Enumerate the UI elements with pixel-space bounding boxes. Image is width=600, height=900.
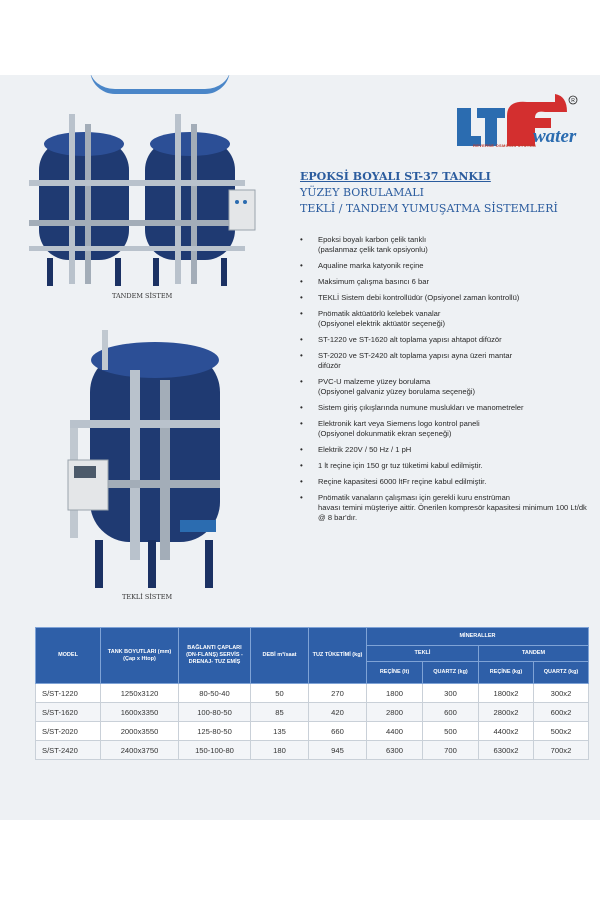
feature-line: Elektrik 220V / 50 Hz / 1 pH: [318, 445, 412, 454]
feature-item: [298, 293, 590, 303]
feature-item: [298, 335, 590, 345]
feature-list: [298, 235, 590, 529]
cell-conn: 80-50-40: [179, 684, 251, 703]
header-resin-single: REÇİNE (lt): [367, 662, 423, 684]
table-row: [36, 741, 589, 760]
header-quartz-single: QUARTZ (kg): [423, 662, 479, 684]
feature-line: ST-2020 ve ST-2420 alt toplama yapısı ayna üzeri mantar: [318, 351, 513, 360]
header-resin-tandem: REÇİNE (kg): [479, 662, 534, 684]
cell-tank: 2400x3750: [101, 741, 179, 760]
cell-flow: 180: [251, 741, 309, 760]
feature-item: [298, 419, 590, 439]
product-title: [300, 169, 590, 217]
header-model: MODEL: [36, 628, 101, 684]
table-row: [36, 703, 589, 722]
title-line-3: TEKLİ / TANDEM YUMUŞATMA SİSTEMLERİ: [300, 202, 558, 215]
header-minerals: MİNERALLER: [367, 628, 589, 646]
cell-model: S/ST-1620: [36, 703, 101, 722]
cell-quartz: 300: [423, 684, 479, 703]
cell-salt: 945: [309, 741, 367, 760]
cell-model: S/ST-2020: [36, 722, 101, 741]
logo-text: water: [533, 126, 577, 147]
feature-line: Aqualine marka katyonik reçine: [318, 261, 424, 270]
cell-salt: 420: [309, 703, 367, 722]
feature-line: ST-1220 ve ST-1620 alt toplama yapısı ahtapot difüzör: [318, 335, 502, 344]
decorative-swoosh: [90, 75, 230, 94]
header-tank: TANK BOYUTLARI (mm) (Çap x Htop): [101, 628, 179, 684]
cell-conn: 125-80-50: [179, 722, 251, 741]
feature-subline: (Opsiyonel galvaniz yüzey borulama seçeneği): [318, 387, 476, 396]
feature-subline: (Opsiyonel dokunmatik ekran seçeneği): [318, 429, 452, 438]
feature-item: [298, 493, 590, 523]
feature-subline: (paslanmaz çelik tank opsiyonlu): [318, 245, 428, 254]
cell-quartz_t: 700x2: [534, 741, 589, 760]
cell-quartz_t: 600x2: [534, 703, 589, 722]
cell-tank: 1600x3350: [101, 703, 179, 722]
feature-item: [298, 377, 590, 397]
cell-tank: 1250x3120: [101, 684, 179, 703]
header-quartz-tandem: QUARTZ (kg): [534, 662, 589, 684]
cell-quartz: 700: [423, 741, 479, 760]
feature-line: PVC-U malzeme yüzey borulama: [318, 377, 431, 386]
feature-line: Epoksi boyalı karbon çelik tanklı: [318, 235, 427, 244]
feature-item: [298, 235, 590, 255]
feature-line: Maksimum çalışma basıncı 6 bar: [318, 277, 429, 286]
table-row: [36, 722, 589, 741]
header-single: TEKLİ: [367, 646, 479, 662]
brochure-page: [0, 75, 600, 820]
feature-line: Reçine kapasitesi 6000 ltFr reçine kabul edilmiştir.: [318, 477, 487, 486]
feature-item: [298, 461, 590, 471]
spec-table: [35, 627, 589, 760]
registered-mark: R: [571, 98, 575, 104]
cell-quartz: 600: [423, 703, 479, 722]
header-flow: DEBİ m³/saat: [251, 628, 309, 684]
tandem-caption: TANDEM SİSTEM: [112, 292, 173, 300]
tandem-system-image: [25, 110, 265, 290]
feature-item: [298, 309, 590, 329]
feature-line: TEKLİ Sistem debi kontrollüdür (Opsiyonel zaman kontrollü): [318, 293, 520, 302]
feature-line: Elektronik kart veya Siemens logo kontrol paneli: [318, 419, 480, 428]
feature-subline: difüzör: [318, 361, 341, 370]
cell-resin: 4400: [367, 722, 423, 741]
cell-resin_t: 6300x2: [479, 741, 534, 760]
feature-subline: havası temini müşteriye aittir. Önerilen kompresör kapasitesi minimum 100 Lt/dk @ 8 bar'dır.: [318, 503, 587, 522]
cell-conn: 100-80-50: [179, 703, 251, 722]
feature-line: Pnömatik vanaların çalışması için gerekli kuru enstrüman: [318, 493, 511, 502]
cell-resin: 1800: [367, 684, 423, 703]
ltf-water-logo: [455, 90, 585, 160]
cell-flow: 135: [251, 722, 309, 741]
cell-resin_t: 4400x2: [479, 722, 534, 741]
cell-resin_t: 1800x2: [479, 684, 534, 703]
feature-line: Pnömatik aktüatörlü kelebek vanalar: [318, 309, 441, 318]
feature-line: Sistem giriş çıkışlarında numune muslukları ve manometreler: [318, 403, 524, 412]
cell-tank: 2000x3550: [101, 722, 179, 741]
header-salt: TUZ TÜKETİMİ (kg): [309, 628, 367, 684]
header-connection: BAĞLANTI ÇAPLARI (DN-FLANŞ) SERVİS - DRENAJ- TUZ EMİŞ: [179, 628, 251, 684]
feature-item: [298, 277, 590, 287]
feature-subline: (Opsiyonel elektrik aktüatör seçeneği): [318, 319, 446, 328]
cell-resin: 2800: [367, 703, 423, 722]
cell-flow: 85: [251, 703, 309, 722]
cell-conn: 150-100-80: [179, 741, 251, 760]
single-caption: TEKLİ SİSTEM: [122, 593, 173, 601]
cell-flow: 50: [251, 684, 309, 703]
table-row: [36, 684, 589, 703]
cell-resin: 6300: [367, 741, 423, 760]
header-tandem: TANDEM: [479, 646, 589, 662]
cell-salt: 660: [309, 722, 367, 741]
cell-model: S/ST-2420: [36, 741, 101, 760]
cell-resin_t: 2800x2: [479, 703, 534, 722]
cell-quartz: 500: [423, 722, 479, 741]
cell-salt: 270: [309, 684, 367, 703]
title-line-2: YÜZEY BORULAMALI: [300, 186, 424, 199]
feature-item: [298, 445, 590, 455]
title-line-1: EPOKSİ BOYALI ST-37 TANKLI: [300, 170, 491, 183]
feature-line: 1 lt reçine için 150 gr tuz tüketimi kabul edilmiştir.: [318, 461, 483, 470]
logo-tagline: REVERSE OSMOSIS SYSTEM: [473, 143, 537, 148]
feature-item: [298, 351, 590, 371]
cell-quartz_t: 300x2: [534, 684, 589, 703]
feature-item: [298, 477, 590, 487]
single-system-image: [60, 330, 235, 590]
feature-item: [298, 261, 590, 271]
cell-model: S/ST-1220: [36, 684, 101, 703]
cell-quartz_t: 500x2: [534, 722, 589, 741]
feature-item: [298, 403, 590, 413]
